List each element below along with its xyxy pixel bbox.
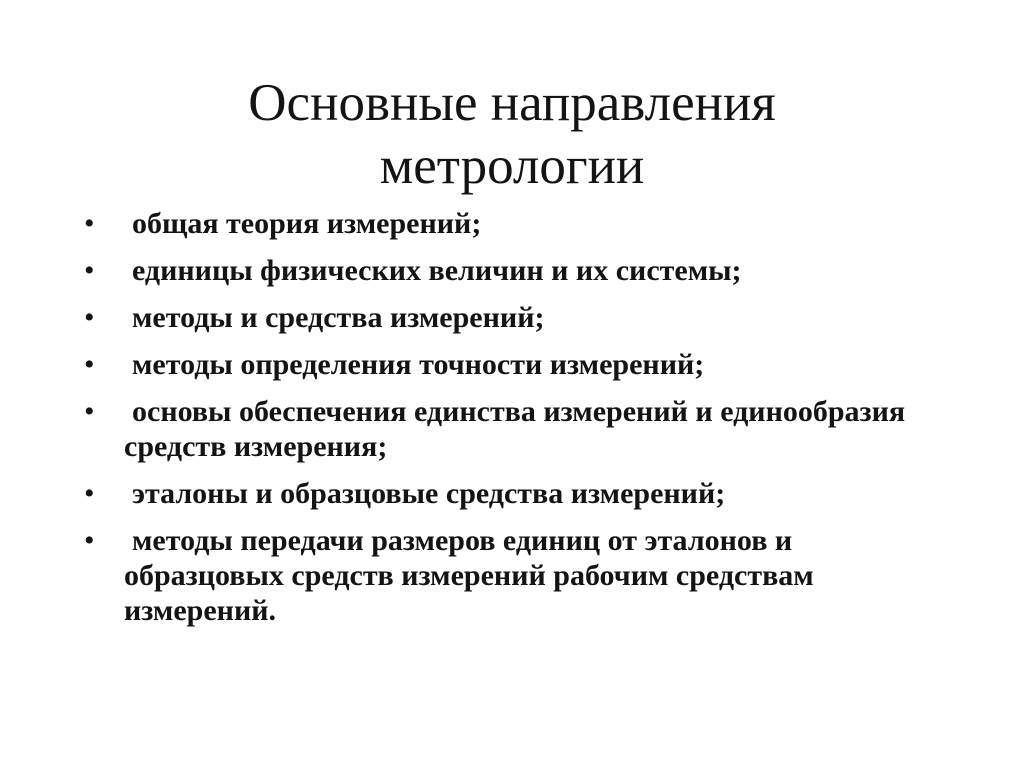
bullet-item <box>0 347 1024 382</box>
bullet-list <box>0 206 1024 640</box>
bullet-item <box>0 476 1024 511</box>
bullet-item <box>0 523 1024 628</box>
bullet-item <box>0 253 1024 288</box>
bullet-text: методы передачи размеров единиц от эталонов и образцовых средств измерений рабочим средствам измерений. <box>124 524 814 627</box>
bullet-text: основы обеспечения единства измерений и единообразия средств измерения; <box>124 395 906 463</box>
bullet-item <box>0 206 1024 241</box>
bullet-text: методы определения точности измерений; <box>132 348 705 381</box>
bullet-text: методы и средства измерений; <box>132 301 545 334</box>
bullet-marker: • <box>84 348 95 381</box>
bullet-marker: • <box>84 254 95 287</box>
bullet-text: эталоны и образцовые средства измерений; <box>132 477 726 510</box>
slide-title: Основные направления метрологии <box>248 74 776 195</box>
bullet-marker: • <box>84 524 95 557</box>
bullet-marker: • <box>84 207 95 240</box>
bullet-text: общая теория измерений; <box>132 207 482 240</box>
bullet-item <box>0 300 1024 335</box>
bullet-marker: • <box>84 395 95 428</box>
bullet-marker: • <box>84 301 95 334</box>
bullet-item <box>0 394 1024 464</box>
bullet-marker: • <box>84 477 95 510</box>
bullet-text: единицы физических величин и их системы; <box>132 254 742 287</box>
